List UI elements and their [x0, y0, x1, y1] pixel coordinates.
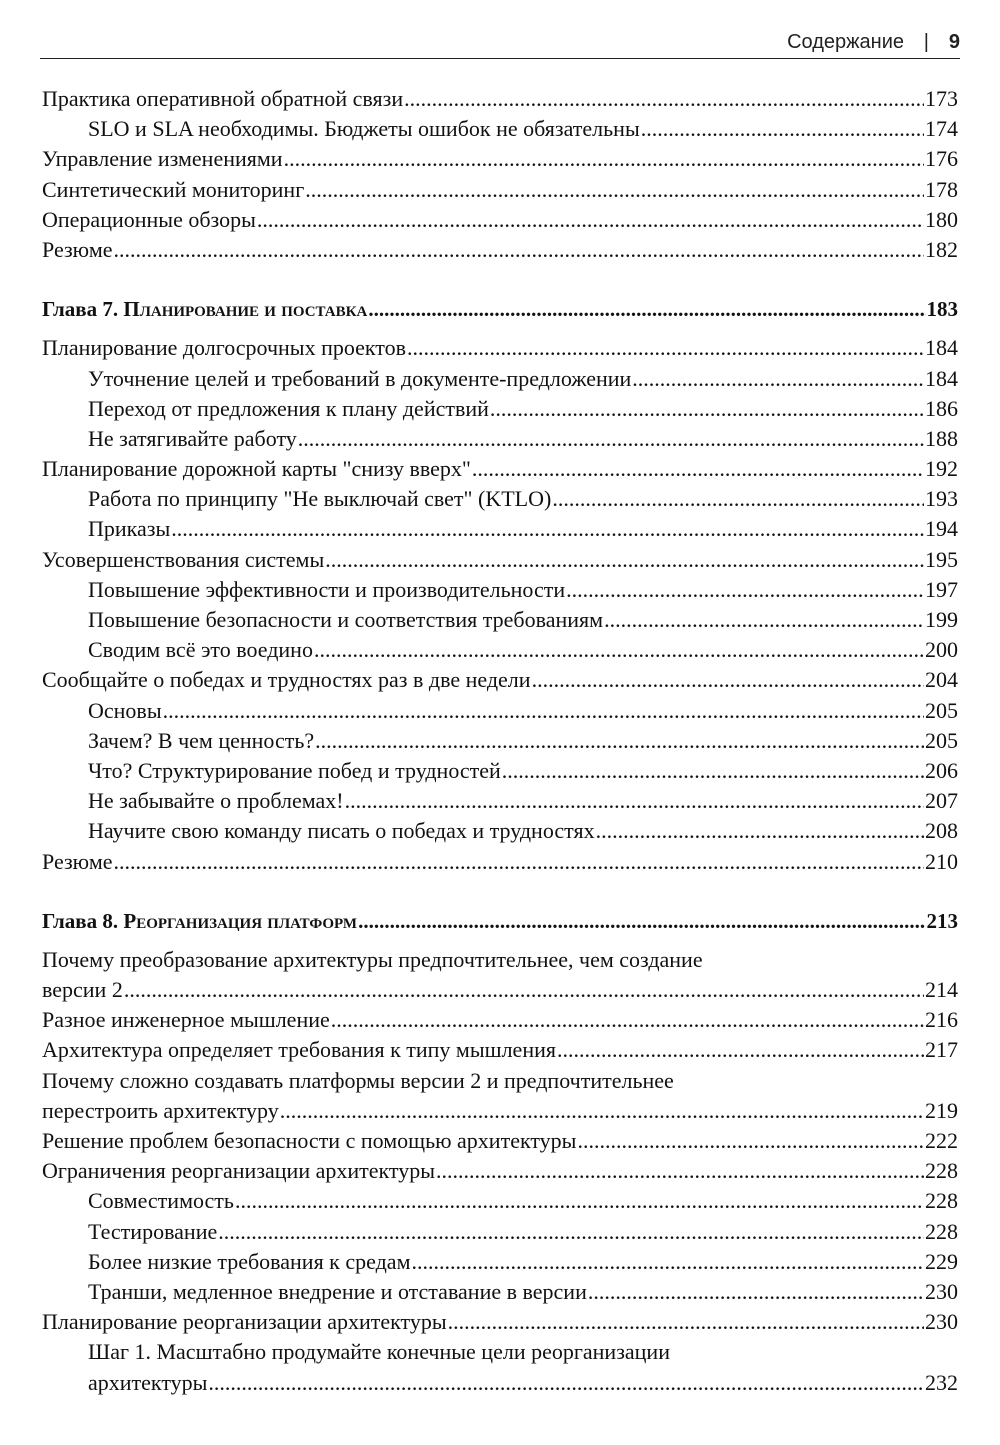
toc-entry-title: Ограничения реорганизации архитектуры — [42, 1158, 436, 1184]
toc-entry[interactable] — [42, 945, 958, 1005]
toc-entry[interactable] — [42, 84, 958, 114]
toc-entry-title: Переход от предложения к плану действий — [88, 395, 489, 421]
leader-dots — [298, 424, 924, 454]
leader-dots — [490, 394, 924, 424]
toc-chapter-8[interactable] — [42, 906, 958, 936]
toc-entry-page: 228 — [925, 1188, 958, 1214]
toc-entry-title: Практика оперативной обратной связи — [42, 86, 404, 111]
toc-entry-line — [42, 756, 958, 786]
leader-dots — [331, 1005, 924, 1035]
toc-entry-title: Тестирование — [88, 1218, 218, 1244]
toc-entry-page: 173 — [925, 86, 958, 111]
toc-entry[interactable] — [42, 635, 958, 665]
toc-entry-title: Усовершенствования системы — [42, 546, 325, 572]
toc-entry-line — [42, 816, 958, 846]
toc-entry-title: Уточнение целей и требований в документе-предложении — [88, 365, 632, 391]
toc-entry-page: 214 — [925, 977, 958, 1003]
toc-entry-line — [42, 1156, 958, 1186]
toc-entry[interactable] — [42, 756, 958, 786]
leader-dots — [257, 205, 924, 235]
toc-entry-page: 199 — [925, 607, 958, 632]
leader-dots — [552, 484, 924, 514]
toc-entry-title: Операционные обзоры — [42, 206, 256, 232]
toc-entry-title: Научите свою команду писать о победах и трудностях — [88, 818, 595, 844]
toc-entry[interactable] — [42, 847, 958, 877]
toc-entry-line — [42, 364, 958, 394]
toc-entry-line — [42, 333, 958, 363]
toc-entry-title: Решение проблем безопасности с помощью архитектуры — [42, 1128, 577, 1153]
toc-entry-page: 194 — [925, 516, 958, 542]
leader-dots — [532, 665, 924, 695]
toc-block-chapter6-tail — [42, 84, 958, 265]
toc-chapter-7[interactable] — [42, 294, 958, 324]
toc-entry-line — [42, 1126, 958, 1156]
leader-dots — [280, 1096, 924, 1126]
toc-entry[interactable] — [42, 1126, 958, 1156]
leader-dots — [218, 1217, 924, 1247]
toc-entry-line — [42, 1096, 958, 1126]
toc-entry[interactable] — [42, 786, 958, 816]
toc-entry-title: Работа по принципу "Не выключай свет" (KTLO) — [88, 486, 552, 512]
toc-entry[interactable] — [42, 144, 958, 174]
chapter-title: Глава 8. Реорганизация платформ — [42, 908, 358, 933]
toc-entry[interactable] — [42, 205, 958, 235]
toc-entry-title: Почему сложно создавать платформы версии 2 и предпочтительнее — [42, 1067, 674, 1093]
toc-entry[interactable] — [42, 816, 958, 846]
toc-entry-page: 182 — [925, 236, 958, 262]
toc-entry[interactable] — [42, 424, 958, 454]
toc-entry-line — [42, 1005, 958, 1035]
toc-entry-line — [42, 786, 958, 816]
leader-dots — [502, 756, 924, 786]
toc-entry-page: 197 — [925, 576, 958, 602]
toc-entry[interactable] — [42, 1307, 958, 1337]
toc-entry-title: Транши, медленное внедрение и отставание в версии — [88, 1278, 587, 1304]
toc-entry-title: Не забывайте о проблемах! — [88, 788, 344, 814]
chapter-page: 183 — [926, 297, 958, 322]
toc-entry-page: 186 — [925, 395, 958, 421]
running-header — [40, 28, 960, 59]
toc-entry-title: Почему преобразование архитектуры предпочтительнее, чем создание — [42, 946, 703, 972]
toc-entry-page: 222 — [925, 1128, 958, 1153]
toc-entry-title: Планирование долгосрочных проектов — [42, 335, 406, 361]
toc-entry-page: 204 — [925, 667, 958, 693]
toc-entry-line — [42, 605, 958, 635]
toc-entry-line — [42, 484, 958, 514]
toc-entry[interactable] — [42, 364, 958, 394]
toc-entry-page: 184 — [925, 365, 958, 391]
toc-entry-line — [42, 1217, 958, 1247]
leader-dots — [404, 84, 924, 114]
toc-entry-title: Разное инженерное мышление — [42, 1007, 330, 1033]
toc-entry-line — [42, 235, 958, 265]
toc-entry-line — [42, 726, 958, 756]
header-separator: | — [923, 31, 929, 53]
leader-dots — [235, 1186, 924, 1216]
toc-entry-page: 176 — [925, 146, 958, 172]
toc-entry-title: Архитектура определяет требования к типу мышления — [42, 1037, 556, 1063]
toc-entry-title: Планирование дорожной карты "снизу вверх" — [42, 456, 471, 482]
toc-entry[interactable] — [42, 454, 958, 484]
toc-entry-page: 180 — [925, 206, 958, 232]
leader-dots — [114, 235, 924, 265]
toc-entry-line — [42, 545, 958, 575]
leader-dots — [368, 294, 925, 324]
toc-entry-page: 216 — [925, 1007, 958, 1033]
toc-entry[interactable] — [42, 1066, 958, 1126]
toc-entry[interactable] — [42, 605, 958, 635]
toc-entry-title: Планирование реорганизации архитектуры — [42, 1309, 447, 1335]
toc-entry-page: 229 — [925, 1248, 958, 1274]
toc-entry-title: Более низкие требования к средам — [88, 1248, 411, 1274]
toc-entry-line — [42, 114, 958, 144]
leader-dots — [171, 514, 924, 544]
toc-entry-line — [42, 1247, 958, 1277]
toc-block-chapter7 — [42, 333, 958, 876]
leader-dots — [588, 1277, 924, 1307]
toc-entry-title: Повышение безопасности и соответствия требованиям — [88, 607, 604, 632]
leader-dots — [412, 1247, 925, 1277]
toc-entry-title-continuation: версии 2 — [42, 977, 123, 1003]
toc-entry-line — [42, 635, 958, 665]
table-of-contents — [42, 84, 958, 1398]
toc-entry[interactable] — [42, 726, 958, 756]
leader-dots — [315, 726, 924, 756]
toc-entry-line — [42, 424, 958, 454]
toc-entry-title: Повышение эффективности и производительности — [88, 576, 566, 602]
toc-entry-page: 205 — [925, 697, 958, 723]
leader-dots — [163, 696, 924, 726]
leader-dots — [124, 975, 924, 1005]
leader-dots — [604, 605, 924, 635]
leader-dots — [641, 114, 924, 144]
leader-dots — [566, 575, 924, 605]
toc-entry-line — [42, 454, 958, 484]
leader-dots — [596, 816, 924, 846]
leader-dots — [448, 1307, 924, 1337]
toc-entry-title: Резюме — [42, 848, 113, 874]
toc-entry[interactable] — [42, 1035, 958, 1065]
toc-entry[interactable] — [42, 484, 958, 514]
toc-entry-page: 184 — [925, 335, 958, 361]
toc-entry-page: 192 — [925, 456, 958, 482]
leader-dots — [436, 1156, 924, 1186]
toc-entry-line — [42, 84, 958, 114]
toc-entry-line — [42, 1307, 958, 1337]
toc-entry-page: 217 — [925, 1037, 958, 1063]
toc-entry[interactable] — [42, 394, 958, 424]
toc-entry-title: Сообщайте о победах и трудностях раз в две недели — [42, 667, 531, 693]
leader-dots — [557, 1035, 924, 1065]
toc-entry-line — [42, 1368, 958, 1398]
toc-entry[interactable] — [42, 1217, 958, 1247]
chapter-page: 213 — [926, 908, 958, 933]
toc-entry-page: 228 — [925, 1218, 958, 1244]
toc-entry-page: 174 — [925, 116, 958, 142]
leader-dots — [325, 545, 924, 575]
header-page-number: 9 — [948, 31, 960, 53]
toc-entry-page: 195 — [925, 546, 958, 572]
toc-entry[interactable] — [42, 333, 958, 363]
leader-dots — [208, 1368, 924, 1398]
toc-entry-title: Зачем? В чем ценность? — [88, 727, 315, 753]
toc-entry-title: Шаг 1. Масштабно продумайте конечные цели реорганизации — [88, 1339, 670, 1365]
toc-entry-line — [42, 847, 958, 877]
toc-entry[interactable] — [42, 1186, 958, 1216]
toc-entry[interactable] — [42, 1005, 958, 1035]
toc-entry-line — [42, 514, 958, 544]
toc-entry-page: 232 — [925, 1369, 958, 1395]
toc-entry-line — [42, 175, 958, 205]
toc-entry[interactable] — [42, 175, 958, 205]
toc-entry[interactable] — [42, 514, 958, 544]
toc-entry[interactable] — [42, 114, 958, 144]
toc-entry-line — [42, 1277, 958, 1307]
leader-dots — [305, 175, 924, 205]
toc-entry-line — [42, 1186, 958, 1216]
toc-entry-line — [42, 696, 958, 726]
toc-entry-page: 219 — [925, 1097, 958, 1123]
toc-entry[interactable] — [42, 1337, 958, 1397]
leader-dots — [314, 635, 924, 665]
leader-dots — [472, 454, 924, 484]
toc-entry-line — [42, 575, 958, 605]
toc-entry[interactable] — [42, 1277, 958, 1307]
leader-dots — [632, 364, 924, 394]
leader-dots — [577, 1126, 924, 1156]
toc-entry-title: Приказы — [88, 516, 171, 542]
leader-dots — [358, 906, 925, 936]
toc-entry-page: 193 — [925, 486, 958, 512]
toc-entry-line — [42, 1035, 958, 1065]
leader-dots — [407, 333, 924, 363]
toc-entry-line — [42, 665, 958, 695]
toc-entry-page: 208 — [925, 818, 958, 844]
toc-entry-page: 200 — [925, 637, 958, 663]
toc-entry[interactable] — [42, 575, 958, 605]
toc-entry-title-continuation: архитектуры — [88, 1369, 208, 1395]
toc-entry-line — [42, 144, 958, 174]
toc-entry-title: Что? Структурирование побед и трудностей — [88, 757, 501, 783]
toc-entry[interactable] — [42, 1247, 958, 1277]
toc-entry-title: Управление изменениями — [42, 146, 283, 172]
toc-entry[interactable] — [42, 235, 958, 265]
leader-dots — [345, 786, 924, 816]
toc-entry-title: SLO и SLA необходимы. Бюджеты ошибок не обязательны — [88, 116, 640, 142]
toc-entry-page: 178 — [925, 176, 958, 202]
toc-entry[interactable] — [42, 696, 958, 726]
toc-entry-title: Синтетический мониторинг — [42, 176, 305, 202]
toc-entry-page: 206 — [925, 757, 958, 783]
toc-entry-line — [42, 394, 958, 424]
toc-entry-title: Не затягивайте работу — [88, 425, 297, 451]
toc-entry-line — [42, 975, 958, 1005]
toc-entry-title: Основы — [88, 697, 162, 723]
leader-dots — [114, 847, 924, 877]
toc-entry-title: Совместимость — [88, 1188, 234, 1214]
toc-entry-title-continuation: перестроить архитектуру — [42, 1097, 279, 1123]
toc-entry-page: 230 — [925, 1278, 958, 1304]
toc-entry[interactable] — [42, 545, 958, 575]
toc-entry-page: 228 — [925, 1158, 958, 1184]
leader-dots — [284, 144, 924, 174]
toc-entry-page: 207 — [925, 788, 958, 814]
toc-entry-line — [42, 205, 958, 235]
toc-entry-page: 210 — [925, 848, 958, 874]
toc-entry[interactable] — [42, 665, 958, 695]
toc-entry-page: 205 — [925, 727, 958, 753]
toc-entry-page: 230 — [925, 1309, 958, 1335]
toc-block-chapter8 — [42, 945, 958, 1398]
toc-entry-page: 188 — [925, 425, 958, 451]
toc-entry[interactable] — [42, 1156, 958, 1186]
chapter-title: Глава 7. Планирование и поставка — [42, 297, 368, 322]
toc-entry-title: Сводим всё это воедино — [88, 637, 313, 663]
toc-entry-title: Резюме — [42, 236, 113, 262]
header-section-title: Содержание — [787, 31, 904, 53]
